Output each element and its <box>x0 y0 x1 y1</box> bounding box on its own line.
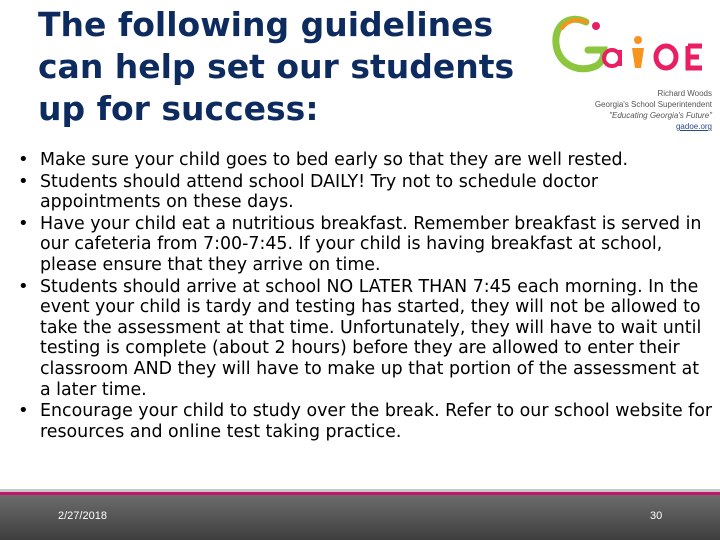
list-item: • Students should attend school DAILY! Try not to schedule doctor appointments on these days. <box>18 172 714 213</box>
logo-caption <box>595 88 712 132</box>
slide-number: 30 <box>650 510 663 522</box>
slide-footer <box>0 495 720 540</box>
logo-motto: "Educating Georgia's Future" <box>609 111 712 120</box>
guideline-list <box>18 150 714 443</box>
footer-date: 2/27/2018 <box>58 510 107 522</box>
list-item: • Have your child eat a nutritious breakfast. Remember breakfast is served in our cafeteria from 7:00-7:45. If your child is having breakfast at school, please ensure that they arrive on time. <box>18 214 714 276</box>
superintendent-name: Richard Woods <box>657 89 712 98</box>
superintendent-title: Georgia's School Superintendent <box>594 100 712 109</box>
list-item: • Students should arrive at school NO LATER THAN 7:45 each morning. In the event your child is tardy and testing has started, they will not be allowed to take the assessment at that time. Unfortunately, they will have to wait until testing is complete (about 2 hours) before they are allowed to enter their classroom AND they will have to make up that portion of the assessment at a later time. <box>18 277 714 401</box>
gadoe-logo <box>548 8 718 132</box>
gadoe-logo-mark <box>548 8 718 80</box>
logo-website-link[interactable]: gadoe.org <box>675 122 712 131</box>
list-item: • Make sure your child goes to bed early so that they are well rested. <box>18 150 714 171</box>
slide-title: The following guidelines can help set our students up for success: <box>38 5 515 128</box>
list-item: • Encourage your child to study over the break. Refer to our school website for resources and online test taking practice. <box>18 401 714 442</box>
